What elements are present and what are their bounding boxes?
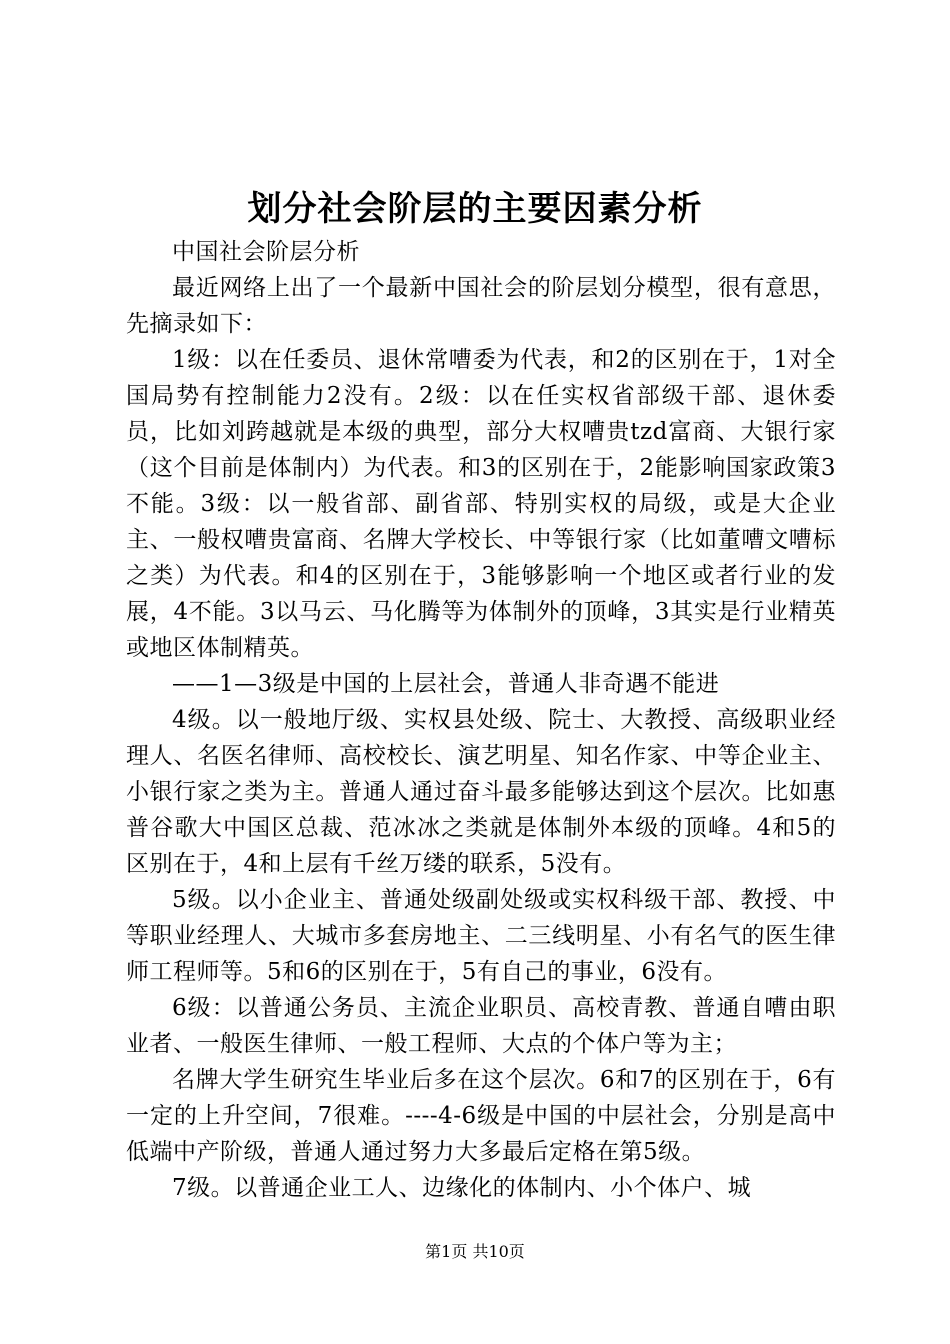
paragraph-4: ——1—3级是中国的上层社会，普通人非奇遇不能进 bbox=[172, 671, 720, 697]
paragraph-7: 6级：以普通公务员、主流企业职员、高校青教、普通自嘈由职业者、一般医生律师、一般工程师、大点的个体户等为主； bbox=[126, 995, 836, 1057]
paragraph-5: 4级。以一般地厅级、实权县处级、院士、大教授、高级职业经理人、名医名律师、高校校长、演艺明星、知名作家、中等企业主、小银行家之类为主。普通人通过奋斗最多能够达到这个层次。比如惠普谷歌大中国区总裁、范冰冰之类就是体制外本级的顶峰。4和5的区别在于，4和上层有千丝万缕的联系，5没有。 bbox=[126, 707, 836, 877]
page-number: 第1页 共10页 bbox=[425, 1242, 525, 1261]
paragraph-3: 1级：以在任委员、退休常嘈委为代表，和2的区别在于，1对全国局势有控制能力2没有。2级：以在任实权省部级干部、退休委员，比如刘跨越就是本级的典型，部分大权嘈贵tzd富商、大银行家（这个目前是体制内）为代表。和3的区别在于，2能影响国家政策3不能。3级：以一般省部、副省部、特别实权的局级，或是大企业主、一般权嘈贵富商、名牌大学校长、中等银行家（比如董嘈文嘈标之类）为代表。和4的区别在于，3能够影响一个地区或者行业的发展，4不能。3以马云、马化腾等为体制外的顶峰，3其实是行业精英或地区体制精英。 bbox=[126, 347, 836, 661]
document-title: 划分社会阶层的主要因素分析 bbox=[247, 189, 703, 229]
document-body bbox=[126, 234, 836, 1206]
paragraph-9: 7级。以普通企业工人、边缘化的体制内、小个体户、城 bbox=[172, 1175, 752, 1201]
paragraph-8: 名牌大学生研究生毕业后多在这个层次。6和7的区别在于，6有一定的上升空间，7很难。----4-6级是中国的中层社会，分别是高中低端中产阶级，普通人通过努力大多最后定格在第5级。 bbox=[126, 1067, 836, 1165]
paragraph-2: 最近网络上出了一个最新中国社会的阶层划分模型，很有意思，先摘录如下： bbox=[126, 275, 836, 337]
paragraph-6: 5级。以小企业主、普通处级副处级或实权科级干部、教授、中等职业经理人、大城市多套房地主、二三线明星、小有名气的医生律师工程师等。5和6的区别在于，5有自己的事业，6没有。 bbox=[126, 887, 836, 985]
paragraph-1: 中国社会阶层分析 bbox=[172, 239, 360, 265]
